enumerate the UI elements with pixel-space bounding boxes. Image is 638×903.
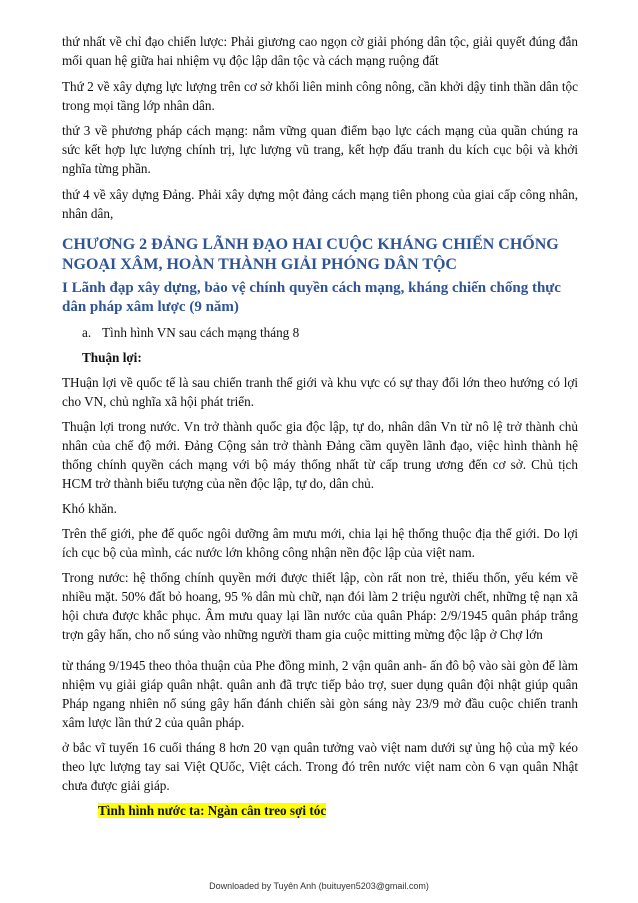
chapter-heading: CHƯƠNG 2 ĐẢNG LÃNH ĐẠO HAI CUỘC KHÁNG CHIẾN CHỐNG NGOẠI XÂM, HOÀN THÀNH GIẢI PHÓNG DÂN TỘC (62, 236, 559, 273)
download-footer: Downloaded by Tuyên Anh (buituyen5203@gmail.com) (209, 881, 429, 891)
list-item-text: Tình hình VN sau cách mạng tháng 8 (102, 325, 300, 340)
paragraph-international-advantage: THuận lợi về quốc tế là sau chiến tranh thế giới và khu vực có sự thay đổi lớn theo hướng có lợi cho VN, chủ nghĩa xã hội phát triển. (62, 375, 578, 409)
difficulties-label: Khó khăn. (62, 501, 117, 516)
paragraph-forces: Thứ 2 về xây dựng lực lượng trên cơ sở khối liên minh công nông, cần khởi dậy tinh thần dân tộc trong mọi tầng lớp nhân dân. (62, 79, 578, 113)
section-heading: I Lãnh đạp xây dựng, bảo vệ chính quyền cách mạng, kháng chiến chống thực dân pháp xâm lược (9 năm) (62, 280, 561, 315)
paragraph-method: thứ 3 về phương pháp cách mạng: nắm vững quan điểm bạo lực cách mạng của quần chúng ra sức kết hợp lực lượng chính trị, lực lượng vũ trang, kết hợp đấu tranh du kích cục bội và khởi nghĩa từng phần. (62, 123, 578, 176)
paragraph-party: thứ 4 về xây dựng Đảng. Phải xây dựng một đảng cách mạng tiên phong của giai cấp công nhân, nhân dân, (62, 187, 578, 221)
paragraph-domestic-advantage: Thuận lợi trong nước. Vn trở thành quốc gia độc lập, tự do, nhân dân Vn từ nô lệ trở thành chủ nhân của chế độ mới. Đảng Cộng sản trở thành Đảng cầm quyền lãnh đạo, việc hình thành hệ thống chính quyền cách mạng với bộ máy thống nhất từ cấp trung ương đến cơ sở. Chủ tịch HCM trở thành biểu tượng của nền độc lập, tự do, dân chủ. (62, 419, 578, 491)
paragraph-world-difficulty: Trên thế giới, phe đế quốc ngôi dưỡng âm mưu mới, chia lại hệ thống thuộc địa thế giới. Do lợi ích cục bộ của mình, các nước lớn không công nhận nền độc lập của việt nam. (62, 526, 578, 560)
paragraph-strategy: thứ nhất về chỉ đạo chiến lược: Phải giương cao ngọn cờ giải phóng dân tộc, giải quyết đúng đắn mối quan hệ giữa hai nhiệm vụ độc lập dân tộc và cách mạng ruộng đất (62, 34, 578, 68)
list-item (82, 323, 578, 342)
highlight-heading: Tình hình nước ta: Ngàn cân treo sợi tóc (98, 803, 327, 818)
highlight-heading-wrapper (98, 801, 578, 820)
list-marker: a. (82, 325, 92, 340)
paragraph-domestic-difficulty: Trong nước: hệ thống chính quyền mới được thiết lập, còn rất non trẻ, thiếu thốn, yếu kém về nhiều mặt. 50% đất bỏ hoang, 95 % dân mù chữ, nạn đói làm 2 triệu người chết, những tệ nạn xã hội chưa được khắc phục. Âm mưu quay lại lần nước của quân Pháp: 2/9/1945 quân pháp trắng trợn gây hấn, cho nổ súng vào những người tham gia cuộc mitting mừng độc lập ở Chợ lớn (62, 570, 578, 642)
advantages-label: Thuận lợi: (82, 350, 142, 365)
paragraph-north-situation: ở bắc vĩ tuyến 16 cuối tháng 8 hơn 20 vạn quân tưởng vaò việt nam dưới sự ủng hộ của mỹ kéo theo lực lượng tay sai Việt QUốc, Việt cách. Trong đó trên nước việt nam còn 6 vạn quân Nhật chưa được giải giáp. (62, 740, 578, 793)
paragraph-allied-forces: từ tháng 9/1945 theo thỏa thuận của Phe đồng minh, 2 vận quân anh- ấn đô bộ vào sài gòn để làm nhiệm vụ giải giáp quân nhật. quân anh đã trực tiếp bảo trợ, suer dụng quân đội nhật giúp quân Pháp ngang nhiên nổ súng gây hấn đánh chiến sài gòn sáng này 23/9 mở đầu cuộc chiến tranh xâm lược lần thứ 2 của quân pháp. (62, 658, 578, 730)
